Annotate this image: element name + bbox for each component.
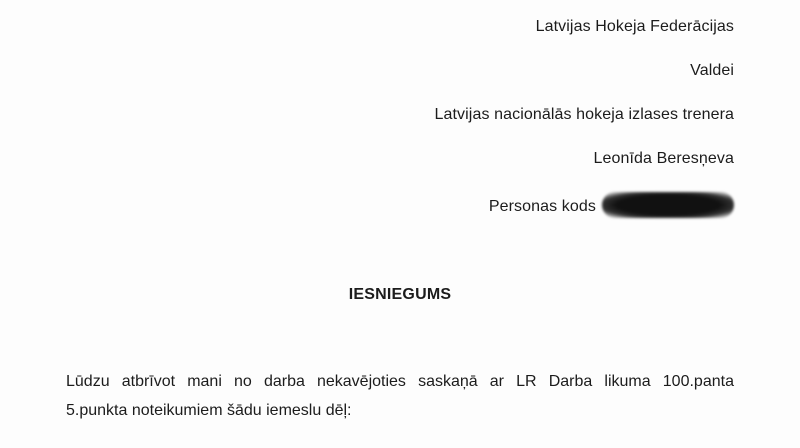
redaction-mark xyxy=(602,192,734,218)
document-title: IESNIEGUMS xyxy=(348,286,452,303)
body-paragraph xyxy=(66,367,734,425)
body-word: ar xyxy=(489,373,505,390)
body-word: mani xyxy=(187,373,222,390)
body-word: atbrīvot xyxy=(121,373,176,390)
body-word: 100.panta xyxy=(662,373,734,390)
body-word: likuma xyxy=(604,373,651,390)
body-word: LR xyxy=(516,373,537,390)
body-line-2: 5.punkta noteikumiem šādu iemeslu dēļ: xyxy=(66,402,352,419)
addressee-organization: Latvijas Hokeja Federācijas xyxy=(535,18,734,35)
body-word: saskaņā xyxy=(418,373,478,390)
body-word: no xyxy=(234,373,252,390)
body-line-1 xyxy=(66,367,734,396)
addressee-board: Valdei xyxy=(690,62,734,79)
personal-code-line xyxy=(489,192,734,218)
body-word: darba xyxy=(263,373,305,390)
body-word: Lūdzu xyxy=(66,373,110,390)
body-word: Darba xyxy=(548,373,593,390)
sender-name: Leonīda Beresņeva xyxy=(593,150,734,167)
personal-code-label: Personas kods xyxy=(488,198,596,215)
sender-position: Latvijas nacionālās hokeja izlases trenera xyxy=(434,106,734,123)
body-word: nekavējoties xyxy=(316,373,406,390)
